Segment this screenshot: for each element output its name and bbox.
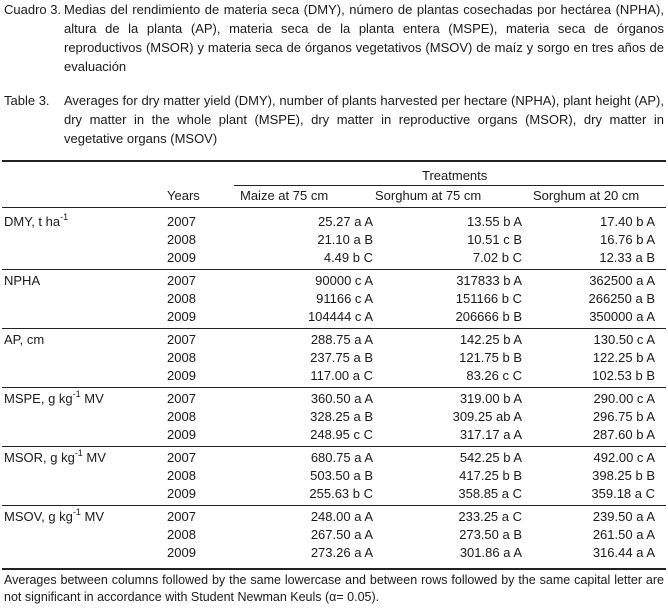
value-cell: 362500 a A bbox=[589, 273, 655, 288]
value-cell: 10.51 c B bbox=[467, 232, 522, 247]
value-cell: 206666 b B bbox=[455, 309, 522, 324]
value-cell: 316.44 a A bbox=[592, 545, 655, 560]
table-header-rule bbox=[2, 207, 666, 208]
value-cell: 90000 c A bbox=[315, 273, 373, 288]
value-cell: 121.75 b B bbox=[459, 350, 522, 365]
value-cell: 142.25 b A bbox=[459, 332, 522, 347]
value-cell: 492.00 c A bbox=[593, 450, 655, 465]
value-cell: 25.27 a A bbox=[318, 214, 373, 229]
value-cell: 104444 c A bbox=[307, 309, 373, 324]
value-cell: 91166 c A bbox=[316, 291, 373, 306]
variable-label-text: MSPE, g kg bbox=[4, 391, 73, 406]
value-cell: 301.86 a A bbox=[459, 545, 522, 560]
year-cell: 2008 bbox=[167, 468, 196, 483]
year-cell: 2008 bbox=[167, 409, 196, 424]
table-top-rule bbox=[2, 160, 666, 162]
group-separator-rule bbox=[2, 387, 666, 388]
year-cell: 2009 bbox=[167, 368, 196, 383]
value-cell: 328.25 a B bbox=[310, 409, 373, 424]
value-cell: 151166 b C bbox=[455, 291, 522, 306]
value-cell: 17.40 b A bbox=[600, 214, 655, 229]
caption-english-text: Averages for dry matter yield (DMY), number of plants harvested per hectare (NPHA), plant height (AP), dry matter in the whole plant (MSPE), dry matter in reproductive organs (MSOR), dry matter in vegetative organs (MSOV) bbox=[64, 93, 664, 146]
value-cell: 360.50 a A bbox=[310, 391, 373, 406]
value-cell: 4.49 b C bbox=[323, 250, 373, 265]
value-cell: 350000 a A bbox=[589, 309, 655, 324]
variable-label-text: AP, cm bbox=[4, 332, 45, 347]
value-cell: 16.76 b A bbox=[600, 232, 655, 247]
variable-label-unit: MV bbox=[80, 391, 104, 406]
year-cell: 2007 bbox=[167, 273, 196, 288]
value-cell: 239.50 a A bbox=[592, 509, 655, 524]
variable-label bbox=[4, 331, 44, 348]
caption-spanish-text: Medias del rendimiento de materia seca (DMY), número de plantas cosechadas por hectárea (NPHA), altura de la planta (AP), materia seca de la planta entera (MSPE), materia seca de órganos reproductivos (MSOR) y materia seca de órganos vegetativos (MSOV) de maíz y sorgo en tres años de evaluación bbox=[64, 2, 664, 74]
value-cell: 248.95 c C bbox=[310, 427, 373, 442]
group-separator-rule bbox=[2, 446, 666, 447]
value-cell: 117.00 a C bbox=[310, 368, 373, 383]
value-cell: 122.25 b A bbox=[592, 350, 655, 365]
value-cell: 296.75 b A bbox=[592, 409, 655, 424]
value-cell: 233.25 a C bbox=[458, 509, 522, 524]
year-cell: 2009 bbox=[167, 427, 196, 442]
year-cell: 2008 bbox=[167, 527, 196, 542]
year-cell: 2009 bbox=[167, 486, 196, 501]
variable-label bbox=[4, 272, 40, 289]
value-cell: 287.60 b A bbox=[592, 427, 655, 442]
value-cell: 358.85 a C bbox=[458, 486, 522, 501]
value-cell: 680.75 a A bbox=[310, 450, 373, 465]
group-separator-rule bbox=[2, 505, 666, 506]
year-cell: 2007 bbox=[167, 509, 196, 524]
year-cell: 2008 bbox=[167, 350, 196, 365]
variable-label bbox=[4, 508, 104, 525]
variable-label bbox=[4, 449, 106, 466]
year-cell: 2007 bbox=[167, 450, 196, 465]
year-cell: 2007 bbox=[167, 214, 196, 229]
variable-label-unit: MV bbox=[82, 450, 106, 465]
treatments-header: Treatments bbox=[422, 168, 488, 183]
value-cell: 503.50 a B bbox=[310, 468, 373, 483]
value-cell: 83.26 c C bbox=[466, 368, 522, 383]
value-cell: 7.02 b C bbox=[472, 250, 522, 265]
column-header-sorghum-75: Sorghum at 75 cm bbox=[375, 188, 482, 203]
table-bottom-rule bbox=[2, 568, 666, 570]
group-separator-rule bbox=[2, 328, 666, 329]
variable-label-text: MSOV, g kg bbox=[4, 509, 73, 524]
value-cell: 237.75 a B bbox=[310, 350, 373, 365]
variable-label-superscript: -1 bbox=[60, 211, 69, 222]
value-cell: 255.63 b C bbox=[309, 486, 373, 501]
value-cell: 102.53 b B bbox=[592, 368, 655, 383]
value-cell: 267.50 a A bbox=[310, 527, 373, 542]
year-cell: 2007 bbox=[167, 391, 196, 406]
value-cell: 290.00 c A bbox=[593, 391, 655, 406]
variable-label bbox=[4, 390, 104, 407]
year-cell: 2007 bbox=[167, 332, 196, 347]
value-cell: 288.75 a A bbox=[310, 332, 373, 347]
caption-spanish bbox=[4, 0, 664, 76]
year-cell: 2008 bbox=[167, 232, 196, 247]
value-cell: 21.10 a B bbox=[317, 232, 373, 247]
variable-label bbox=[4, 213, 68, 230]
value-cell: 130.50 c A bbox=[593, 332, 655, 347]
value-cell: 12.33 a B bbox=[599, 250, 655, 265]
value-cell: 266250 a B bbox=[588, 291, 655, 306]
value-cell: 359.18 a C bbox=[591, 486, 655, 501]
table-footnote: Averages between columns followed by the same lowercase and between rows followed by the same capital letter are not significant in accordance with Student Newman Keuls (α= 0.05). bbox=[4, 573, 664, 604]
variable-label-superscript: -1 bbox=[74, 447, 83, 458]
year-cell: 2009 bbox=[167, 309, 196, 324]
value-cell: 309.25 ab A bbox=[452, 409, 522, 424]
variable-label-unit: MV bbox=[80, 509, 105, 524]
value-cell: 317.17 a A bbox=[459, 427, 522, 442]
caption-spanish-label: Cuadro 3. bbox=[4, 2, 62, 17]
group-separator-rule bbox=[2, 269, 666, 270]
caption-english bbox=[4, 91, 664, 148]
value-cell: 273.50 a B bbox=[459, 527, 522, 542]
variable-label-text: NPHA bbox=[4, 273, 41, 288]
variable-label-text: MSOR, g kg bbox=[4, 450, 75, 465]
variable-label-text: DMY, t ha bbox=[4, 214, 61, 229]
year-cell: 2008 bbox=[167, 291, 196, 306]
value-cell: 273.26 a A bbox=[310, 545, 373, 560]
value-cell: 542.25 b A bbox=[459, 450, 522, 465]
variable-label-superscript: -1 bbox=[72, 388, 81, 399]
value-cell: 417.25 b B bbox=[459, 468, 522, 483]
treatments-underline bbox=[234, 185, 664, 186]
value-cell: 248.00 a A bbox=[310, 509, 373, 524]
value-cell: 13.55 b A bbox=[467, 214, 522, 229]
value-cell: 317833 b A bbox=[456, 273, 522, 288]
value-cell: 398.25 b B bbox=[592, 468, 655, 483]
value-cell: 319.00 b A bbox=[459, 391, 522, 406]
column-header-maize-75: Maize at 75 cm bbox=[240, 188, 329, 203]
caption-english-label: Table 3. bbox=[4, 93, 50, 108]
variable-label-superscript: -1 bbox=[72, 506, 81, 517]
column-header-sorghum-20: Sorghum at 20 cm bbox=[533, 188, 640, 203]
year-cell: 2009 bbox=[167, 545, 196, 560]
year-cell: 2009 bbox=[167, 250, 196, 265]
value-cell: 261.50 a A bbox=[592, 527, 655, 542]
years-header: Years bbox=[167, 188, 200, 203]
